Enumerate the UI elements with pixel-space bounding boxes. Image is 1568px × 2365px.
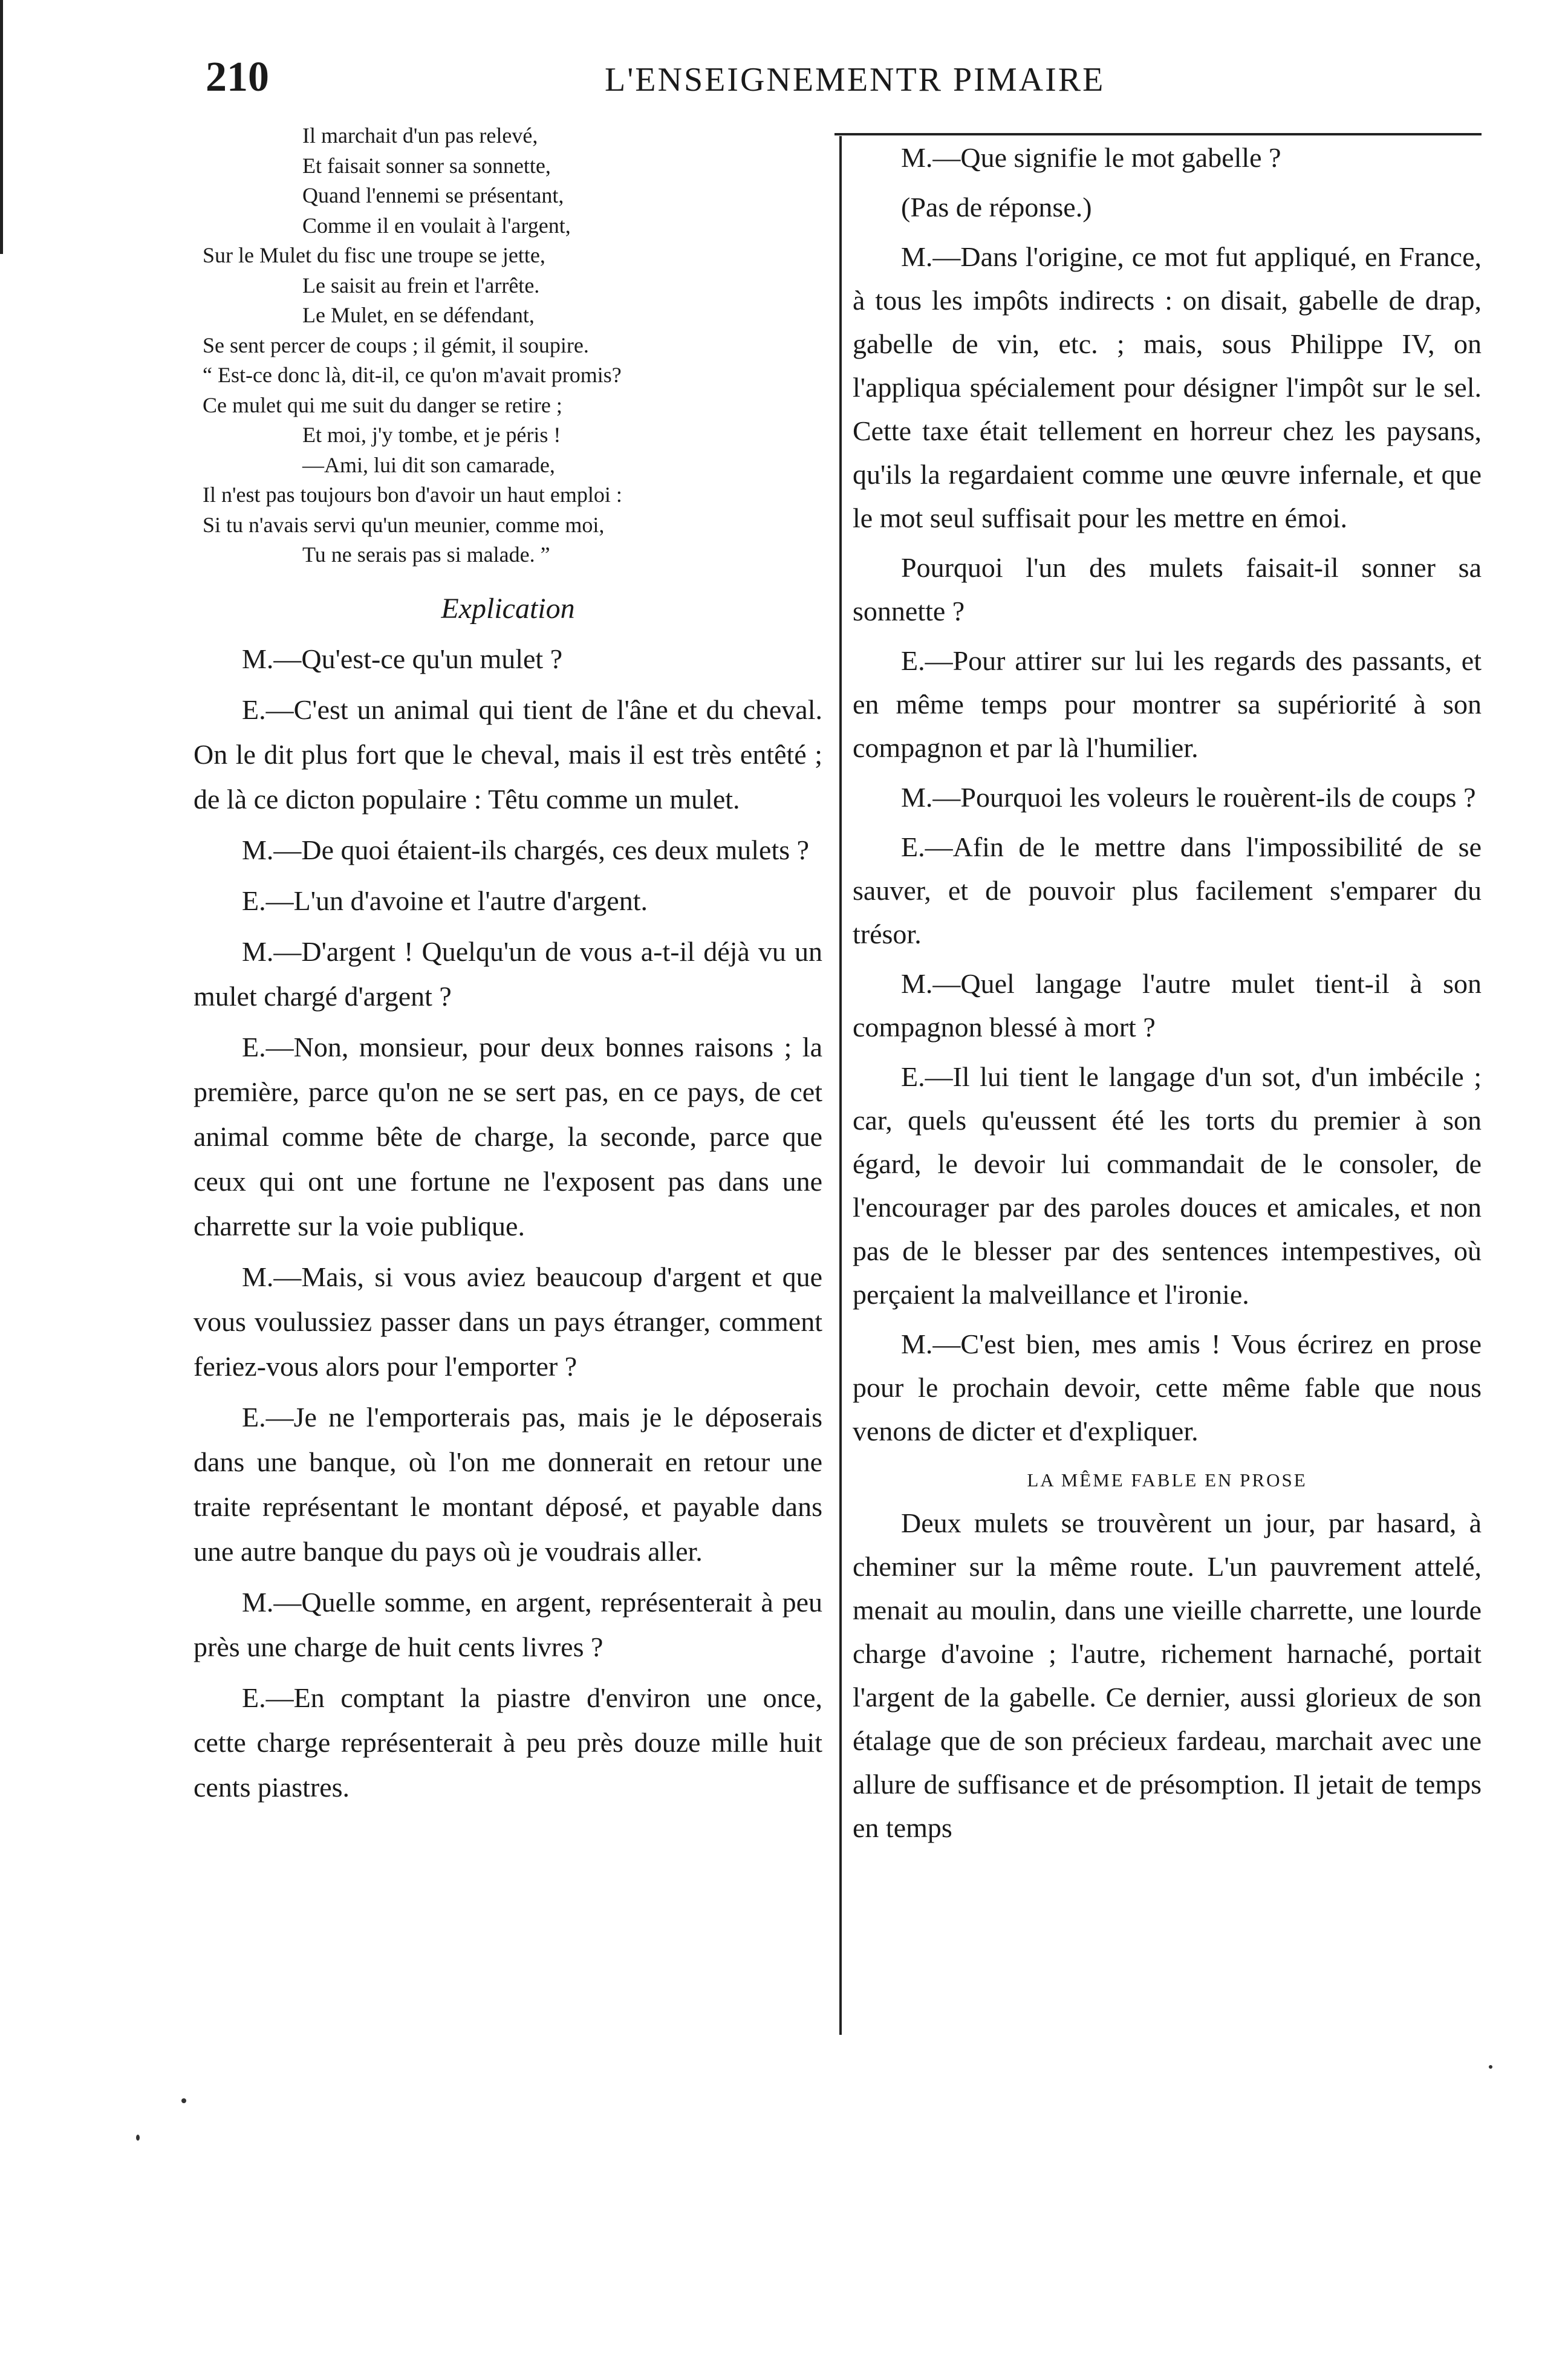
poem-line: Si tu n'avais servi qu'un meunier, comme moi, <box>203 512 605 537</box>
dialogue-paragraph: M.—De quoi étaient-ils chargés, ces deux mulets ? <box>242 834 810 865</box>
dialogue-paragraph: M.—C'est bien, mes amis ! Vous écrirez en prose pour le prochain devoir, cette même fable que nous venons de dicter et d'expliquer. <box>853 1329 1482 1446</box>
dialogue-paragraph: E.—En comptant la piastre d'environ une once, cette charge représenterait à peu près douze mille huit cents piastres. <box>194 1682 822 1803</box>
scan-speck <box>181 2098 186 2103</box>
prose-paragraph: Deux mulets se trouvèrent un jour, par hasard, à cheminer sur la même route. L'un pauvrement attelé, menait au moulin, dans une vieille charrette, une lourde charge d'avoine ; l'autre, richement harnaché, portait l'argent de la gabelle. Ce dernier, aussi glorieux de son étalage que de son précieux fardeau, marchait avec une allure de suffisance et de présomption. Il jetait de temps en temps <box>853 1508 1482 1843</box>
poem-line: Tu ne serais pas si malade. ” <box>302 542 550 567</box>
dialogue-paragraph: M.—Pourquoi les voleurs le rouèrent-ils de coups ? <box>901 782 1476 813</box>
column-divider <box>839 136 842 2035</box>
dialogue-paragraph: M.—D'argent ! Quelqu'un de vous a-t-il déjà vu un mulet chargé d'argent ? <box>194 935 822 1012</box>
dialogue-paragraph: M.—Qu'est-ce qu'un mulet ? <box>242 643 563 674</box>
poem-line: Ce mulet qui me suit du danger se retire ; <box>203 392 562 417</box>
scan-speck <box>136 2135 140 2141</box>
section-title: Explication <box>441 592 575 625</box>
dialogue-paragraph: M.—Quel langage l'autre mulet tient-il à son compagnon blessé à mort ? <box>853 968 1482 1043</box>
poem-line: Le Mulet, en se défendant, <box>302 303 535 327</box>
scan-edge-mark <box>0 0 27 254</box>
page-header <box>206 53 1469 120</box>
left-column <box>194 121 822 1816</box>
dialogue-paragraph: M.—Quelle somme, en argent, représenterait à peu près une charge de huit cents livres ? <box>194 1586 822 1662</box>
dialogue-paragraph: E.—Il lui tient le langage d'un sot, d'un imbécile ; car, quels qu'eussent été les torts du premier à son égard, le devoir lui commandait de le consoler, de l'encourager par des paroles douces et amicales, et non pas de le blesser par des sentences intempestives, où perçaient la malveillance et l'ironie. <box>853 1061 1482 1310</box>
header-rule <box>834 133 1482 135</box>
dialogue-paragraph: M.—Que signifie le mot gabelle ? <box>901 142 1281 173</box>
dialogue-paragraph: E.—Afin de le mettre dans l'impossibilité de se sauver, et de pouvoir plus facilement s'emparer du trésor. <box>853 831 1482 949</box>
poem-line: Quand l'ennemi se présentant, <box>302 183 564 207</box>
poem-line: Il marchait d'un pas relevé, <box>302 123 538 148</box>
poem-line: Et moi, j'y tombe, et je péris ! <box>302 423 561 447</box>
subheading: LA MÊME FABLE EN PROSE <box>1027 1469 1307 1491</box>
scan-speck <box>1489 2065 1492 2069</box>
poem-line: Se sent percer de coups ; il gémit, il soupire. <box>203 333 589 357</box>
poem-line: Et faisait sonner sa sonnette, <box>302 153 551 178</box>
poem <box>194 121 822 570</box>
page-number: 210 <box>206 54 269 100</box>
poem-line: Le saisit au frein et l'arrête. <box>302 273 540 298</box>
dialogue-paragraph: E.—C'est un animal qui tient de l'âne et du cheval. On le dit plus fort que le cheval, mais il est très entêté ; de là ce dicton populaire : Têtu comme un mulet. <box>194 694 822 815</box>
dialogue-paragraph: M.—Mais, si vous aviez beaucoup d'argent et que vous voulussiez passer dans un pays étranger, comment feriez-vous alors pour l'emporter ? <box>194 1261 822 1382</box>
dialogue-paragraph: Pourquoi l'un des mulets faisait-il sonner sa sonnette ? <box>853 552 1482 626</box>
dialogue-paragraph: M.—Dans l'origine, ce mot fut appliqué, en France, à tous les impôts indirects : on disait, gabelle de drap, gabelle de vin, etc. ; mais, sous Philippe IV, on l'appliqua spécialement pour désigner l'impôt sur le sel. Cette taxe était tellement en horreur chez les paysans, qu'ils la regardaient comme une œuvre infernale, et que le mot seul suffisait pour les mettre en émoi. <box>853 241 1482 533</box>
dialogue-paragraph: E.—Pour attirer sur lui les regards des passants, et en même temps pour montrer sa supériorité à son compagnon et par là l'humilier. <box>853 645 1482 763</box>
poem-line: Il n'est pas toujours bon d'avoir un haut emploi : <box>203 483 622 507</box>
poem-line: —Ami, lui dit son camarade, <box>302 452 555 477</box>
dialogue-paragraph: E.—Je ne l'emporterais pas, mais je le déposerais dans une banque, où l'on me donnerait en retour une traite représentant le montant déposé, et payable dans une autre banque du pays où je voudrais aller. <box>194 1401 822 1567</box>
dialogue-paragraph: (Pas de réponse.) <box>901 192 1092 223</box>
poem-line: “ Est-ce donc là, dit-il, ce qu'on m'avait promis? <box>203 363 622 387</box>
poem-line: Comme il en voulait à l'argent, <box>302 213 571 238</box>
poem-line: Sur le Mulet du fisc une troupe se jette, <box>203 243 545 267</box>
right-column <box>853 136 1482 1856</box>
running-title: L'ENSEIGNEMENTR PIMAIRE <box>605 61 1105 99</box>
dialogue-paragraph: E.—Non, monsieur, pour deux bonnes raisons ; la première, parce qu'on ne se sert pas, en ce pays, de cet animal comme bête de charge, la seconde, parce que ceux qui ont une fortune ne l'exposent pas dans une charrette sur la voie publique. <box>194 1031 822 1241</box>
dialogue-paragraph: E.—L'un d'avoine et l'autre d'argent. <box>242 885 648 916</box>
